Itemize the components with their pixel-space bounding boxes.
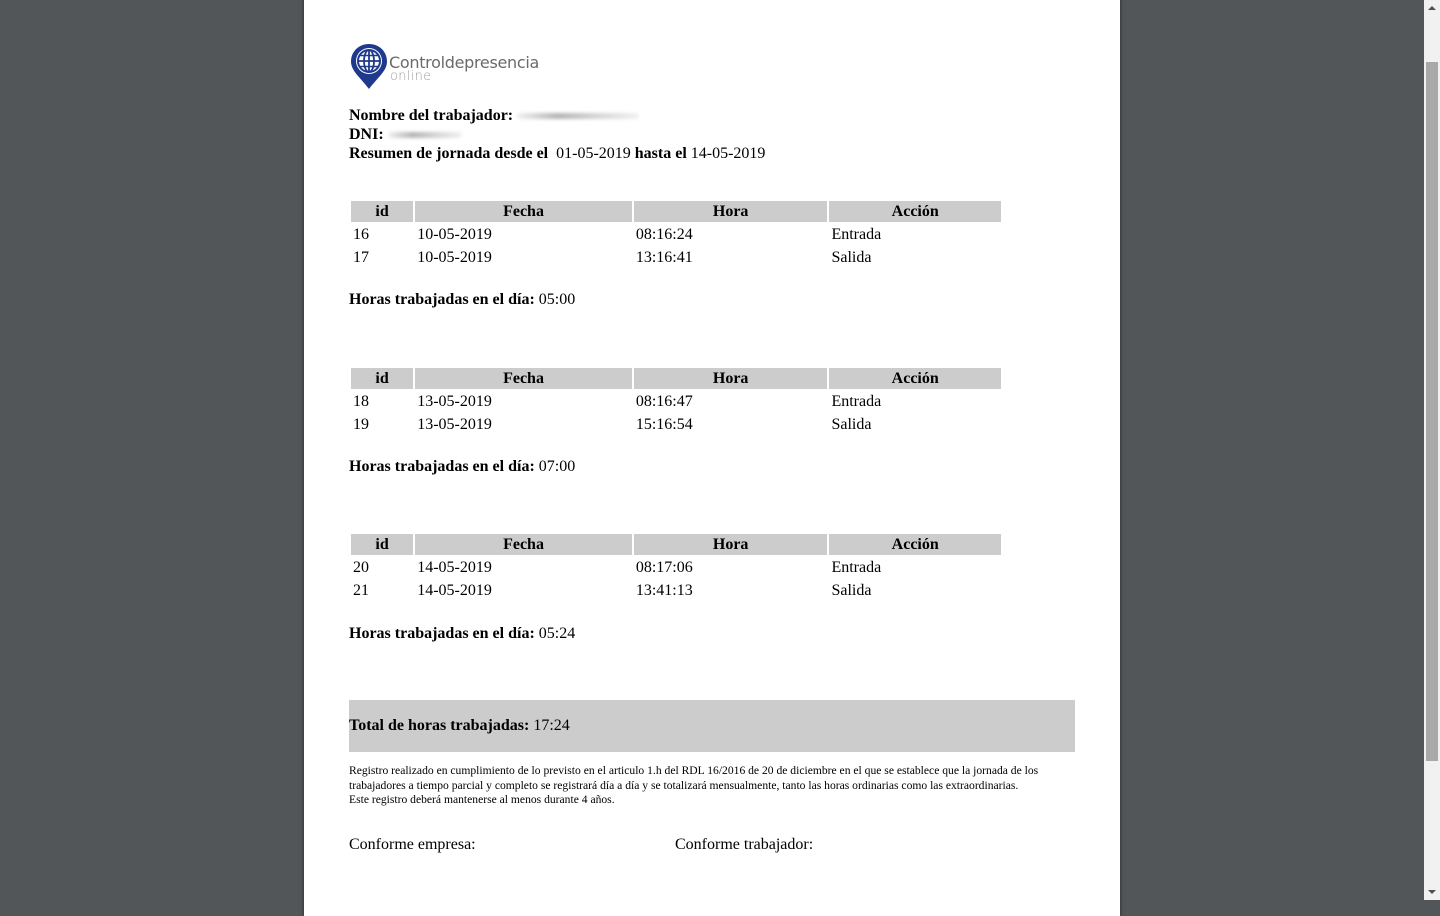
cell-hora: 08:17:06 bbox=[635, 558, 693, 576]
summary-range-row bbox=[349, 144, 765, 163]
cell-id: 17 bbox=[353, 248, 369, 266]
worked-value: 05:24 bbox=[538, 625, 576, 642]
globe-pin-icon bbox=[350, 43, 388, 91]
cell-hora: 08:16:47 bbox=[635, 392, 693, 410]
logo-sub-text: online bbox=[390, 69, 432, 84]
worked-label: Horas trabajadas en el día: bbox=[349, 458, 535, 475]
column-header-id: id bbox=[351, 201, 413, 222]
column-header-id: id bbox=[351, 368, 413, 389]
cell-id: 19 bbox=[353, 415, 369, 433]
signature-company: Conforme empresa: bbox=[349, 836, 476, 853]
cell-accion: Entrada bbox=[831, 225, 882, 243]
table-row bbox=[351, 224, 1001, 245]
table-header-row bbox=[351, 534, 1001, 555]
cell-hora: 15:16:54 bbox=[635, 415, 693, 433]
total-value: 17:24 bbox=[533, 717, 570, 734]
summary-label: Resumen de jornada desde el bbox=[349, 145, 549, 162]
worker-name-redacted bbox=[517, 113, 639, 119]
cell-fecha: 13-05-2019 bbox=[417, 415, 492, 433]
vertical-scrollbar[interactable] bbox=[1424, 0, 1440, 900]
cell-accion: Entrada bbox=[831, 392, 882, 410]
column-header-id: id bbox=[351, 534, 413, 555]
worked-value: 07:00 bbox=[538, 458, 576, 475]
column-header-accion: Acción bbox=[829, 534, 1001, 555]
cell-fecha: 14-05-2019 bbox=[417, 558, 492, 576]
day-worked-hours-3 bbox=[349, 625, 575, 643]
date-from: 01-05-2019 bbox=[556, 145, 631, 162]
dni-row bbox=[349, 125, 765, 144]
cell-fecha: 13-05-2019 bbox=[417, 392, 492, 410]
cell-accion: Salida bbox=[831, 415, 872, 433]
table-header-row bbox=[351, 201, 1001, 222]
cell-id: 16 bbox=[353, 225, 369, 243]
table-header-row bbox=[351, 368, 1001, 389]
scroll-down-arrow-icon[interactable] bbox=[1424, 884, 1440, 900]
column-header-fecha: Fecha bbox=[415, 534, 632, 555]
legal-text-2: Este registro deberá mantenerse al menos durante 4 años. bbox=[349, 793, 615, 806]
worker-name-row bbox=[349, 106, 765, 125]
day-worked-hours-1 bbox=[349, 291, 575, 309]
column-header-accion: Acción bbox=[829, 201, 1001, 222]
scroll-up-arrow-icon[interactable] bbox=[1424, 0, 1440, 16]
table-row bbox=[351, 580, 1001, 601]
worker-name-label: Nombre del trabajador: bbox=[349, 107, 514, 124]
cell-fecha: 10-05-2019 bbox=[417, 248, 492, 266]
cell-accion: Entrada bbox=[831, 558, 882, 576]
cell-hora: 13:16:41 bbox=[635, 248, 693, 266]
cell-id: 18 bbox=[353, 392, 369, 410]
column-header-fecha: Fecha bbox=[415, 368, 632, 389]
report-header bbox=[349, 106, 765, 163]
cell-hora: 08:16:24 bbox=[635, 225, 693, 243]
worked-label: Horas trabajadas en el día: bbox=[349, 625, 535, 642]
table-row bbox=[351, 557, 1001, 578]
date-to: 14-05-2019 bbox=[690, 145, 766, 162]
day-table-3 bbox=[349, 532, 1003, 603]
worked-label: Horas trabajadas en el día: bbox=[349, 291, 535, 308]
cell-fecha: 14-05-2019 bbox=[417, 581, 492, 599]
column-header-hora: Hora bbox=[634, 201, 828, 222]
until-label: hasta el bbox=[634, 145, 687, 162]
dni-redacted bbox=[388, 132, 462, 138]
legal-text-1: Registro realizado en cumplimiento de lo previsto en el articulo 1.h del RDL 16/2016 de 20 de diciembre en el que se establece que la jornada de los trabajadores a tiempo parcial y completo se registrará día a día y se totalizará mensualmente, tanto las horas ordinarias como las extraordinarias. bbox=[349, 764, 1039, 792]
cell-accion: Salida bbox=[831, 581, 872, 599]
day-worked-hours-2 bbox=[349, 458, 575, 476]
column-header-hora: Hora bbox=[634, 534, 828, 555]
cell-hora: 13:41:13 bbox=[635, 581, 693, 599]
day-table-2 bbox=[349, 366, 1003, 437]
legal-notice bbox=[349, 764, 1079, 808]
column-header-fecha: Fecha bbox=[415, 201, 632, 222]
worked-value: 05:00 bbox=[538, 291, 576, 308]
table-row bbox=[351, 414, 1001, 435]
cell-accion: Salida bbox=[831, 248, 872, 266]
logo-brand-text: Controldepresencia bbox=[389, 53, 540, 72]
signature-worker: Conforme trabajador: bbox=[675, 836, 814, 853]
column-header-accion: Acción bbox=[829, 368, 1001, 389]
day-table-1 bbox=[349, 199, 1003, 270]
total-label: Total de horas trabajadas: bbox=[349, 717, 530, 734]
table-row bbox=[351, 247, 1001, 268]
scrollbar-thumb[interactable] bbox=[1426, 62, 1438, 761]
cell-fecha: 10-05-2019 bbox=[417, 225, 492, 243]
document-page bbox=[304, 0, 1120, 916]
column-header-hora: Hora bbox=[634, 368, 828, 389]
table-row bbox=[351, 391, 1001, 412]
dni-label: DNI: bbox=[349, 126, 384, 143]
total-hours-box bbox=[349, 700, 1075, 752]
cell-id: 20 bbox=[353, 558, 369, 576]
cell-id: 21 bbox=[353, 581, 369, 599]
company-logo bbox=[350, 43, 550, 91]
